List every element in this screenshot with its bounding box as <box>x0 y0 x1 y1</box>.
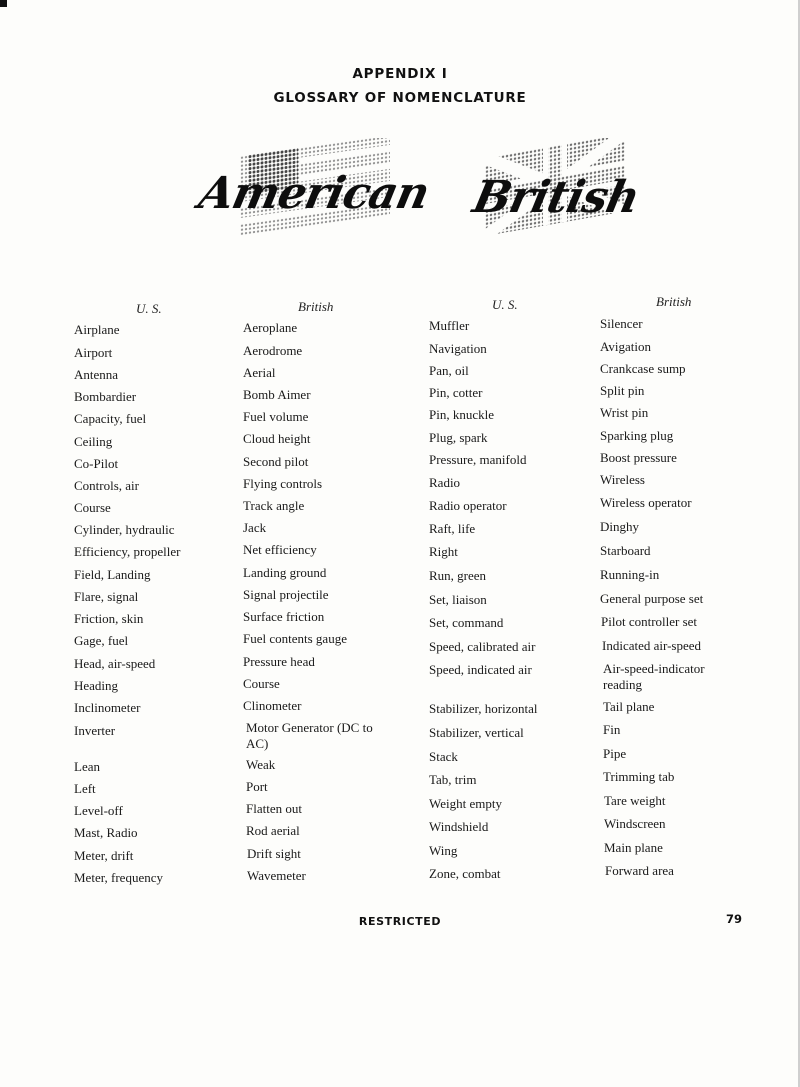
list-item: Wireless <box>600 472 645 487</box>
list-item: Airplane <box>74 322 120 337</box>
list-item: Pan, oil <box>429 363 469 378</box>
list-item: Pilot controller set <box>601 614 698 629</box>
scan-corner-mark <box>0 0 7 7</box>
list-item: Port <box>246 779 268 794</box>
list-item: Signal projectile <box>243 587 329 602</box>
list-item: Indicated air-speed <box>602 638 701 653</box>
list-item: Heading <box>74 678 119 693</box>
list-item: Efficiency, propeller <box>74 544 181 559</box>
list-item: Course <box>74 500 111 515</box>
list-item: Aerial <box>243 365 276 380</box>
list-item: Boost pressure <box>600 450 677 465</box>
list-item: Radio operator <box>429 498 507 513</box>
list-item: Controls, air <box>74 478 139 493</box>
list-item: Bomb Aimer <box>243 387 311 402</box>
list-item: Level-off <box>74 803 123 818</box>
list-item: Course <box>243 676 280 691</box>
list-item: Air-speed-indicator reading <box>603 661 705 692</box>
list-item: Raft, life <box>429 521 476 536</box>
list-item: Pin, cotter <box>429 385 483 400</box>
list-item: Pressure head <box>243 654 315 669</box>
list-item: Fuel contents gauge <box>243 631 347 646</box>
list-item: Tab, trim <box>429 772 477 787</box>
list-item: Crankcase sump <box>600 361 686 376</box>
list-item: Rod aerial <box>246 823 300 838</box>
list-item: Right <box>429 544 458 559</box>
list-item: Avigation <box>600 339 652 354</box>
list-item: Flying controls <box>243 476 323 491</box>
list-item: Plug, spark <box>429 430 488 445</box>
list-item: Mast, Radio <box>74 825 138 840</box>
list-item: Meter, frequency <box>74 870 163 885</box>
list-item: Speed, calibrated air <box>429 639 536 654</box>
list-item: Running-in <box>600 567 660 582</box>
list-item: Bombardier <box>74 389 137 404</box>
list-item: Net efficiency <box>243 542 317 557</box>
list-item: Forward area <box>605 863 674 878</box>
list-item: Tare weight <box>604 793 666 808</box>
list-item: Windscreen <box>604 816 666 831</box>
list-item: Antenna <box>74 367 119 382</box>
appendix-title: APPENDIX I <box>352 66 448 82</box>
list-item: Weak <box>246 757 276 772</box>
list-item: Flatten out <box>246 801 302 816</box>
list-item: Stabilizer, vertical <box>429 725 524 740</box>
list-item: Dinghy <box>600 519 639 534</box>
list-item: Split pin <box>600 383 645 398</box>
list-item: Sparking plug <box>600 428 674 443</box>
list-item: Landing ground <box>243 565 327 580</box>
list-item: Trimming tab <box>603 769 675 784</box>
list-item: Wrist pin <box>600 405 649 420</box>
list-item: Weight empty <box>429 796 502 811</box>
list-item: Lean <box>74 759 100 774</box>
list-item: Stack <box>429 749 458 764</box>
list-item: Inclinometer <box>74 700 141 715</box>
list-item: Jack <box>243 520 267 535</box>
list-item: Aeroplane <box>243 320 298 335</box>
list-item: Navigation <box>429 341 487 356</box>
list-item: Gage, fuel <box>74 633 129 648</box>
list-item: Head, air-speed <box>74 656 156 671</box>
col4-heading: British <box>656 294 692 309</box>
list-item: Set, command <box>429 615 504 630</box>
list-item: Stabilizer, horizontal <box>429 701 538 716</box>
list-item: Tail plane <box>603 699 655 714</box>
list-item: Speed, indicated air <box>429 662 532 677</box>
list-item: Starboard <box>600 543 651 558</box>
list-item: Fuel volume <box>243 409 309 424</box>
list-item: Wing <box>429 843 458 858</box>
list-item: Cylinder, hydraulic <box>74 522 175 537</box>
list-item: Meter, drift <box>74 848 134 863</box>
american-script-title: American <box>194 168 434 219</box>
list-item: Drift sight <box>247 846 301 861</box>
list-item: Wavemeter <box>247 868 306 883</box>
col3-heading: U. S. <box>492 297 518 312</box>
list-item: Capacity, fuel <box>74 411 147 426</box>
british-banner <box>468 138 644 238</box>
list-item: Zone, combat <box>429 866 501 881</box>
list-item: Motor Generator (DC to AC) <box>246 720 373 751</box>
col2-heading: British <box>298 299 334 314</box>
list-item: Fin <box>603 722 621 737</box>
list-item: Field, Landing <box>74 567 151 582</box>
list-item: Set, liaison <box>429 592 487 607</box>
american-banner <box>194 138 434 238</box>
list-item: Co-Pilot <box>74 456 119 471</box>
col1-heading: U. S. <box>136 301 162 316</box>
list-item: Left <box>74 781 96 796</box>
list-item: Windshield <box>429 819 489 834</box>
page-number: 79 <box>726 912 743 926</box>
list-item: Inverter <box>74 723 116 738</box>
list-item: Clinometer <box>243 698 302 713</box>
list-item: Silencer <box>600 316 643 331</box>
list-item: Radio <box>429 475 461 490</box>
list-item: Track angle <box>243 498 305 513</box>
list-item: Pressure, manifold <box>429 452 527 467</box>
list-item: Surface friction <box>243 609 325 624</box>
list-item: Muffler <box>429 318 470 333</box>
list-item: Wireless operator <box>600 495 692 510</box>
classification-footer: RESTRICTED <box>358 915 442 928</box>
list-item: Main plane <box>604 840 663 855</box>
list-item: Flare, signal <box>74 589 139 604</box>
list-item: Pin, knuckle <box>429 407 494 422</box>
glossary-title: GLOSSARY OF NOMENCLATURE <box>273 90 527 106</box>
list-item: Ceiling <box>74 434 113 449</box>
list-item: Second pilot <box>243 454 309 469</box>
list-item: Aerodrome <box>243 343 303 358</box>
list-item: Pipe <box>603 746 627 761</box>
list-item: Friction, skin <box>74 611 144 626</box>
list-item: Run, green <box>429 568 487 583</box>
list-item: General purpose set <box>600 591 704 606</box>
list-item: Cloud height <box>243 431 311 446</box>
british-script-title: British <box>468 172 644 223</box>
list-item: Airport <box>74 345 113 360</box>
